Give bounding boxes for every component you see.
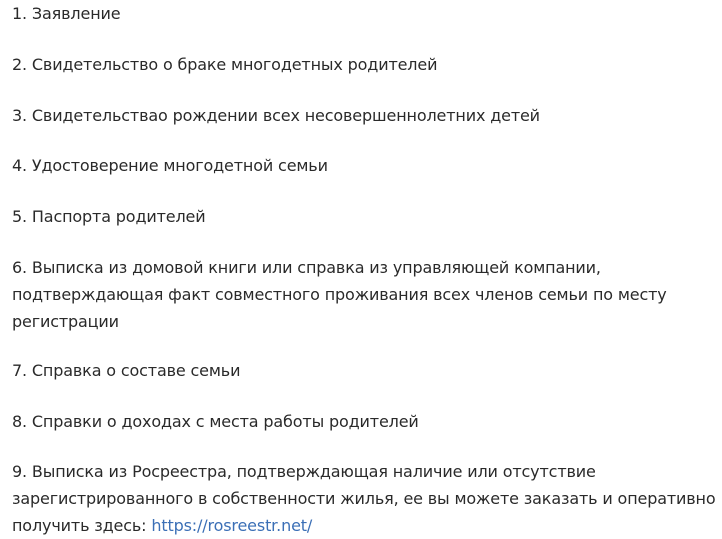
list-item (12, 152, 718, 179)
list-item (12, 357, 718, 384)
list-item (12, 203, 718, 230)
list-item (12, 254, 718, 335)
list-item-text: 4. Удостоверение многодетной семьи (12, 156, 328, 175)
list-item-text: получить здесь: (12, 516, 152, 535)
list-item (12, 102, 718, 129)
list-item-text: 3. Свидетельствао рождении всех несовершеннолетних детей (12, 106, 540, 125)
list-item-text: регистрации (12, 312, 119, 331)
list-item-text: 8. Справки о доходах с места работы родителей (12, 412, 419, 431)
list-item-text: 5. Паспорта родителей (12, 207, 206, 226)
list-item (12, 0, 718, 27)
list-item (12, 51, 718, 78)
list-item-text: 6. Выписка из домовой книги или справка из управляющей компании, (12, 258, 601, 277)
list-item-last-line (12, 512, 718, 539)
list-item-text: 1. Заявление (12, 4, 121, 23)
list-item-text: 9. Выписка из Росреестра, подтверждающая наличие или отсутствие (12, 462, 596, 481)
list-item (12, 458, 718, 539)
list-item (12, 408, 718, 435)
list-item-text: 7. Справка о составе семьи (12, 361, 241, 380)
list-item-text: 2. Свидетельство о браке многодетных родителей (12, 55, 438, 74)
list-item-text: подтверждающая факт совместного проживания всех членов семьи по месту (12, 285, 667, 304)
rosreestr-link[interactable]: https://rosreestr.net/ (151, 516, 313, 535)
list-item-text: зарегистрированного в собственности жилья, ее вы можете заказать и оперативно (12, 489, 716, 508)
